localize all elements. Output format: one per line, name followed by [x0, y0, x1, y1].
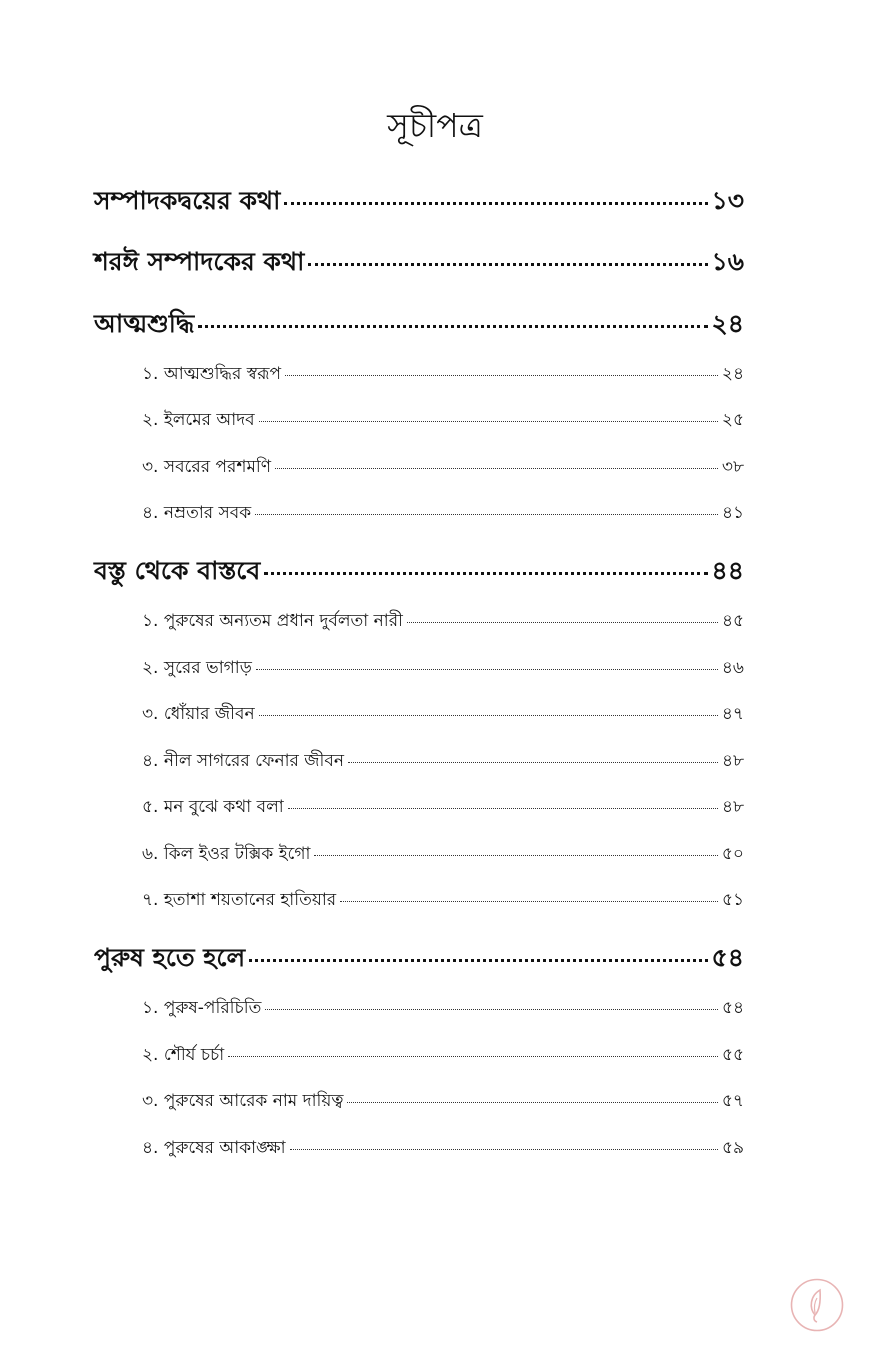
toc-label: ১. পুরুষের অন্যতম প্রধান দুর্বলতা নারী — [142, 611, 403, 631]
toc-subentry[interactable] — [142, 361, 744, 389]
toc-page-number: ৪৮ — [721, 797, 744, 817]
toc-label: ৩. পুরুষের আরেক নাম দায়িত্ব — [142, 1091, 344, 1111]
dot-leader — [340, 901, 718, 902]
toc-page-number: ২৪ — [721, 364, 744, 384]
toc-label: ৪. পুরুষের আকাঙ্ক্ষা — [142, 1138, 286, 1158]
toc-label: ৩. ধোঁয়ার জীবন — [142, 704, 255, 724]
quill-logo-icon — [790, 1278, 844, 1332]
toc-page-number: ৪৫ — [721, 611, 744, 631]
toc-label: ৬. কিল ইওর টক্সিক ইগো — [142, 844, 311, 864]
toc-label: ২. সুরের ভাগাড় — [142, 658, 252, 678]
toc-label: ৪. নীল সাগরের ফেনার জীবন — [142, 751, 344, 771]
dot-leader — [198, 325, 707, 328]
toc-subentry[interactable] — [142, 407, 744, 435]
dot-leader — [228, 1056, 718, 1057]
toc-subentry[interactable] — [142, 655, 744, 683]
toc-label: ১. আত্মশুদ্ধির স্বরূপ — [142, 364, 282, 384]
toc-page-number: ৫৫ — [721, 1045, 744, 1065]
dot-leader — [264, 572, 707, 575]
toc-page-number: ৫০ — [721, 844, 744, 864]
toc-subentry[interactable] — [142, 748, 744, 776]
toc-subentry[interactable] — [142, 794, 744, 822]
toc-label: ৩. সবরের পরশমণি — [142, 457, 272, 477]
dot-leader — [314, 855, 717, 856]
toc-subentry[interactable] — [142, 1042, 744, 1070]
toc-page-number: ৫৪ — [721, 998, 744, 1018]
dot-leader — [265, 1009, 718, 1010]
toc-page-number: ৪৪ — [711, 556, 744, 585]
toc-label: বস্তু থেকে বাস্তবে — [94, 556, 261, 585]
toc-section-2[interactable] — [94, 242, 744, 285]
dot-leader — [259, 715, 718, 716]
toc-subentry[interactable] — [142, 1088, 744, 1116]
toc-page-number: ৫১ — [721, 890, 744, 910]
toc-label: পুরুষ হতে হলে — [94, 943, 246, 972]
toc-label: শরঈ সম্পাদকের কথা — [94, 247, 305, 276]
toc-section-1[interactable] — [94, 181, 744, 224]
toc-label: ১. পুরুষ-পরিচিতি — [142, 998, 262, 1018]
toc-page-number: ৪৭ — [721, 704, 744, 724]
dot-leader — [290, 1149, 718, 1150]
toc-page-number: ৫৪ — [711, 943, 744, 972]
dot-leader — [308, 263, 707, 266]
dot-leader — [288, 808, 718, 809]
toc-label: ২. শৌর্য চর্চা — [142, 1045, 225, 1065]
toc-page-number: ৫৭ — [721, 1091, 744, 1111]
dot-leader — [275, 468, 718, 469]
toc-label: আত্মশুদ্ধি — [94, 309, 195, 338]
dot-leader — [348, 762, 718, 763]
toc-subentry[interactable] — [142, 454, 744, 482]
toc-section-5[interactable] — [94, 938, 744, 981]
toc-page-number: ৪৬ — [721, 658, 744, 678]
toc-label: ৫. মন বুঝে কথা বলা — [142, 797, 284, 817]
toc-page-number: ৪১ — [721, 503, 744, 523]
toc-subentry[interactable] — [142, 500, 744, 528]
toc-subentry[interactable] — [142, 887, 744, 915]
toc-subentry[interactable] — [142, 841, 744, 869]
dot-leader — [347, 1102, 717, 1103]
toc-label: ২. ইলমের আদব — [142, 410, 255, 430]
toc-subentry[interactable] — [142, 701, 744, 729]
toc-page-number: ২৫ — [721, 410, 744, 430]
toc-page-number: ৫৯ — [721, 1138, 744, 1158]
dot-leader — [407, 622, 718, 623]
toc-subentry[interactable] — [142, 1135, 744, 1163]
dot-leader — [249, 959, 707, 962]
toc-page-number: ২৪ — [711, 309, 744, 338]
toc-page-number: ৪৮ — [721, 751, 744, 771]
toc-page-number: ১৩ — [711, 186, 744, 215]
dot-leader — [284, 202, 707, 205]
dot-leader — [256, 669, 718, 670]
toc-label: ৭. হতাশা শয়তানের হাতিয়ার — [142, 890, 337, 910]
toc-label: ৪. নম্রতার সবক — [142, 503, 252, 523]
toc-page-number: ৩৮ — [721, 457, 744, 477]
page-title: সূচীপত্র — [387, 106, 483, 145]
dot-leader — [255, 514, 718, 515]
toc-section-3[interactable] — [94, 304, 744, 347]
dot-leader — [259, 421, 718, 422]
toc-label: সম্পাদকদ্বয়ের কথা — [94, 186, 281, 215]
toc-subentry[interactable] — [142, 608, 744, 636]
toc-section-4[interactable] — [94, 551, 744, 594]
toc-subentry[interactable] — [142, 995, 744, 1023]
toc-page-number: ১৬ — [711, 247, 744, 276]
dot-leader — [285, 375, 718, 376]
